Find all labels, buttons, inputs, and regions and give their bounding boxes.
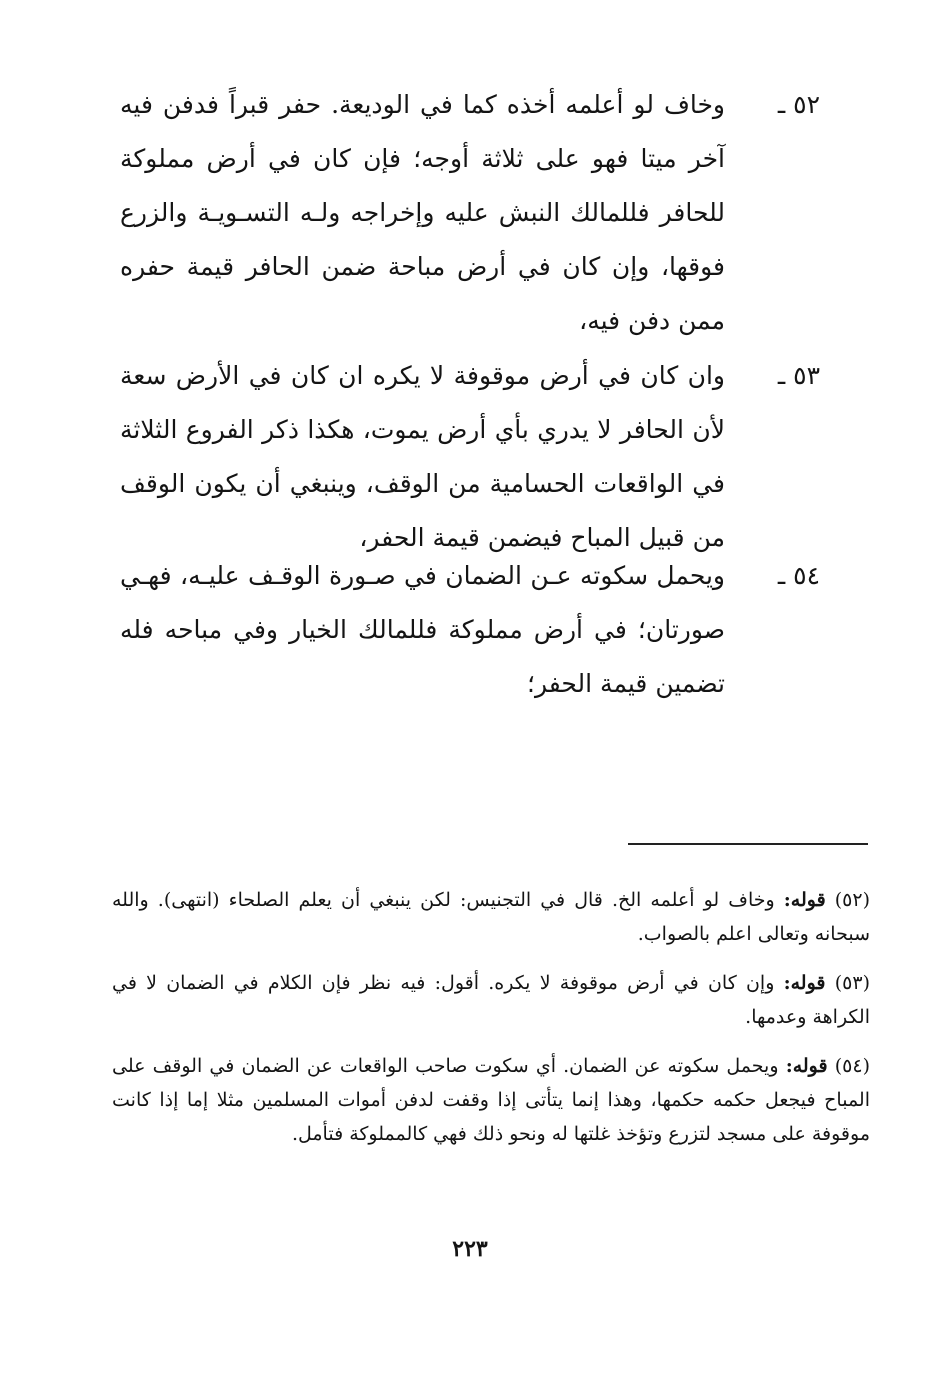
- footnote-54: [112, 1049, 870, 1151]
- footnote-53: [112, 966, 870, 1034]
- entry-54: [120, 549, 820, 711]
- footnote-text: وخاف لو أعلمه الخ. قال في التجنيس: لكن ينبغي أن يعلم الصلحاء (انتهى). والله سبحانه وتعالى اعلم بالصواب.: [112, 889, 870, 945]
- footnote-ref: (٥٣): [834, 972, 870, 994]
- entry-text: وان كان في أرض موقوفة لا يكره ان كان في الأرض سعة لأن الحافر لا يدري بأي أرض يموت، هكذا ذكر الفروع الثلاثة في الواقعات الحسامية من الوقف، وينبغي أن يكون الوقف من قبيل المباح فيضمن قيمة الحفر،: [120, 361, 725, 552]
- entry-52: [120, 78, 820, 348]
- footnote-text: وإن كان في أرض موقوفة لا يكره. أقول: فيه نظر فإن الكلام في الضمان لا في الكراهة وعدمها.: [112, 972, 870, 1028]
- footnote-key: قوله:: [783, 889, 826, 911]
- entry-text: ويحمل سكوته عـن الضمان في صـورة الوقـف عليـه، فهـي صورتان؛ في أرض مملوكة فللمالك الخيار وفي مباحه فله تضمين قيمة الحفر؛: [120, 561, 725, 698]
- footnote-52: [112, 883, 870, 951]
- footnote-ref: (٥٢): [834, 889, 871, 911]
- entry-number: ٥٣ ـ: [777, 361, 820, 390]
- footnote-text: ويحمل سكوته عن الضمان. أي سكوت صاحب الواقعات عن الضمان في الوقف على المباح فيجعل حكمه حكمها، وهذا إنما يتأتى إذا وقفت لدفن أموات المسلمين مثلا إما إذا كانت موقوفة على مسجد لتزرع وتؤخذ غلتها له ونحو ذلك فهي كالمملوكة فتأمل.: [112, 1055, 870, 1145]
- entry-number: ٥٤ ـ: [777, 561, 820, 590]
- footnote-ref: (٥٤): [834, 1055, 870, 1077]
- footnote-key: قوله:: [783, 972, 826, 994]
- entry-53: [120, 349, 820, 565]
- entry-number: ٥٢ ـ: [777, 90, 820, 119]
- entry-text: وخاف لو أعلمه أخذه كما في الوديعة. حفر قبراً فدفن فيه آخر ميتا فهو على ثلاثة أوجه؛ فإن كان في أرض مملوكة للحافر فللمالك النبش عليه وإخراجه ولـه التسـويـة والزرع فوقها، وإن كان في أرض مباحة ضمن الحافر قيمة حفره ممن دفن فيه،: [120, 90, 725, 335]
- footnote-separator: [628, 843, 868, 845]
- footnote-key: قوله:: [785, 1055, 828, 1077]
- page-number: ٢٢٣: [452, 1236, 488, 1262]
